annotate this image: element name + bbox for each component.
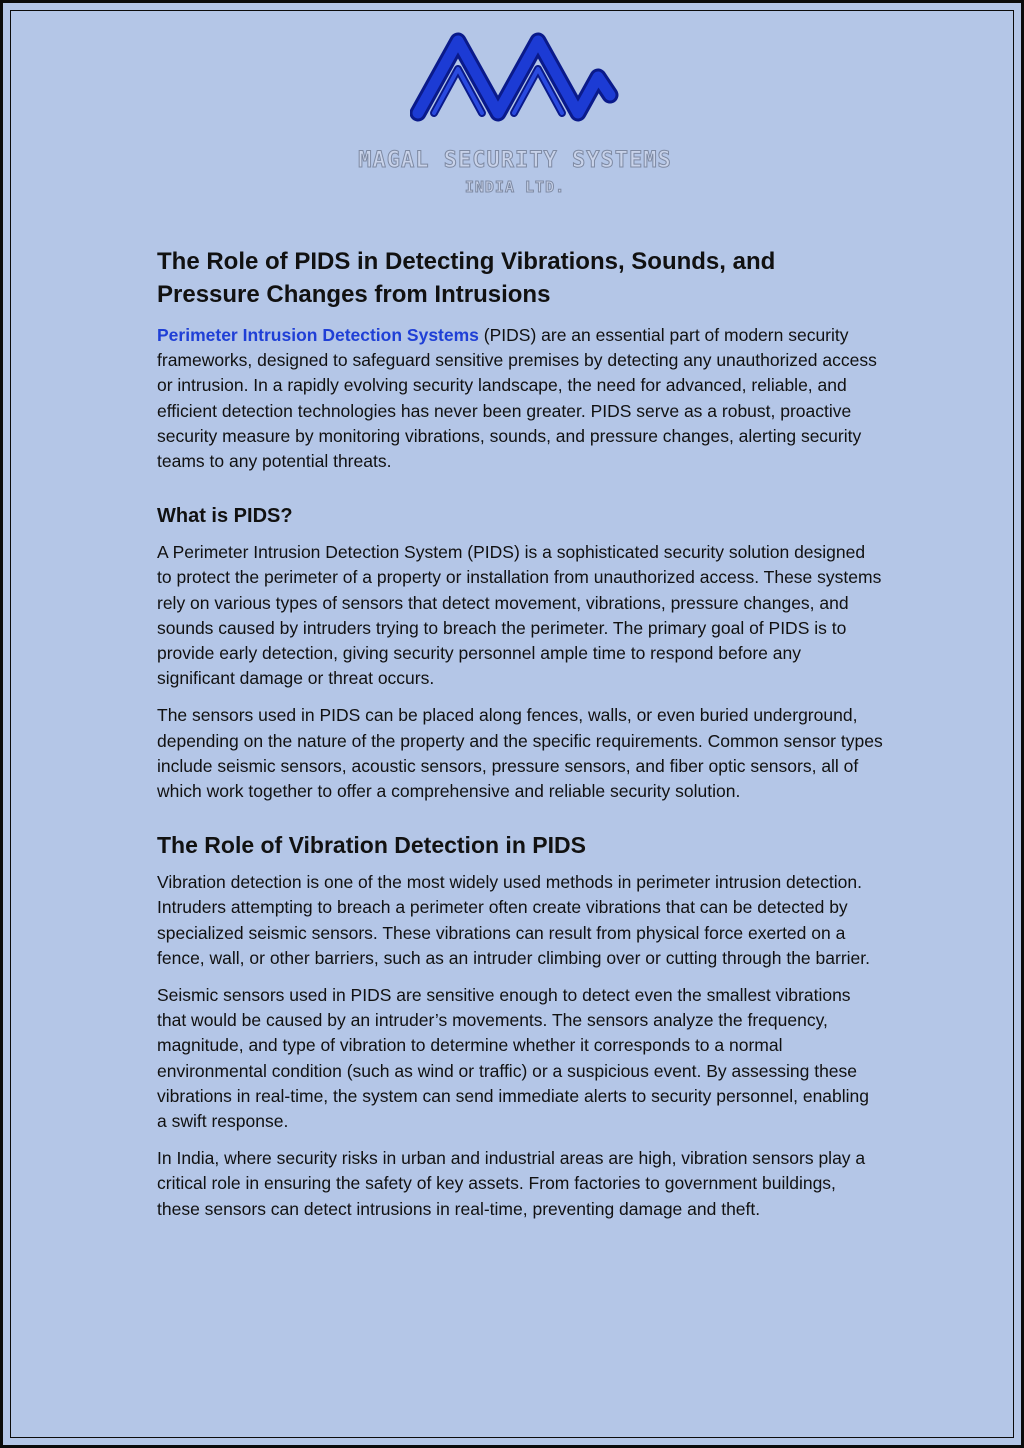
section-paragraph: Vibration detection is one of the most widely used methods in perimeter intrusion detection. Intruders attempting to breach a perimeter often create vibrations that can be detected by specialized seismic sensors. These vibrations can result from physical force exerted on a fence, wall, or other barriers, such as an intruder climbing over or cutting through the barrier. (157, 872, 870, 968)
article-content (157, 245, 883, 1234)
section-heading-what-is-pids: What is PIDS? (157, 505, 293, 528)
section-paragraph: The sensors used in PIDS can be placed along fences, walls, or even buried underground, depending on the nature of the property and the specific requirements. Common sensor types include seismic sensors, acoustic sensors, pressure sensors, and fiber optic sensors, all of which work together to offer a comprehensive and reliable security solution. (157, 705, 883, 802)
section-heading-vibration-detection: The Role of Vibration Detection in PIDS (157, 832, 586, 859)
section-paragraph: A Perimeter Intrusion Detection System (PIDS) is a sophisticated security solution designed to protect the perimeter of a property or installation from unauthorized access. These systems rely on various types of sensors that detect movement, vibrations, pressure changes, and sounds caused by intruders trying to breach the perimeter. The primary goal of PIDS is to provide early detection, giving security personnel ample time to respond before any significant damage or threat occurs. (157, 542, 882, 689)
pids-link[interactable]: Perimeter Intrusion Detection Systems (157, 325, 479, 345)
section-paragraph: In India, where security risks in urban and industrial areas are high, vibration sensors play a critical role in ensuring the safety of key assets. From factories to government buildings, these sensors can detect intrusions in real-time, preventing damage and theft. (157, 1148, 866, 1219)
logo-company-name: MAGAL SECURITY SYSTEMS (358, 148, 672, 173)
article-title: The Role of PIDS in Detecting Vibrations, Sounds, and Pressure Changes from Intrusions (157, 248, 776, 308)
intro-text: (PIDS) are an essential part of modern security frameworks, designed to safeguard sensitive premises by detecting any unauthorized access or intrusion. In a rapidly evolving security landscape, the need for advanced, reliable, and efficient detection technologies has never been greater. PIDS serve as a robust, proactive security measure by monitoring vibrations, sounds, and pressure changes, alerting security teams to any potential threats. (157, 325, 877, 472)
intro-paragraph (157, 323, 883, 474)
section-paragraph: Seismic sensors used in PIDS are sensitive enough to detect even the smallest vibrations that would be caused by an intruder’s movements. The sensors analyze the frequency, magnitude, and type of vibration to determine whether it corresponds to a normal environmental condition (such as wind or traffic) or a suspicious event. By assessing these vibrations in real-time, the system can send immediate alerts to security personnel, enabling a swift response. (157, 985, 870, 1132)
logo-company-subtitle: INDIA LTD. (464, 178, 566, 196)
magal-logo-icon (410, 25, 620, 137)
company-logo (3, 25, 1024, 195)
